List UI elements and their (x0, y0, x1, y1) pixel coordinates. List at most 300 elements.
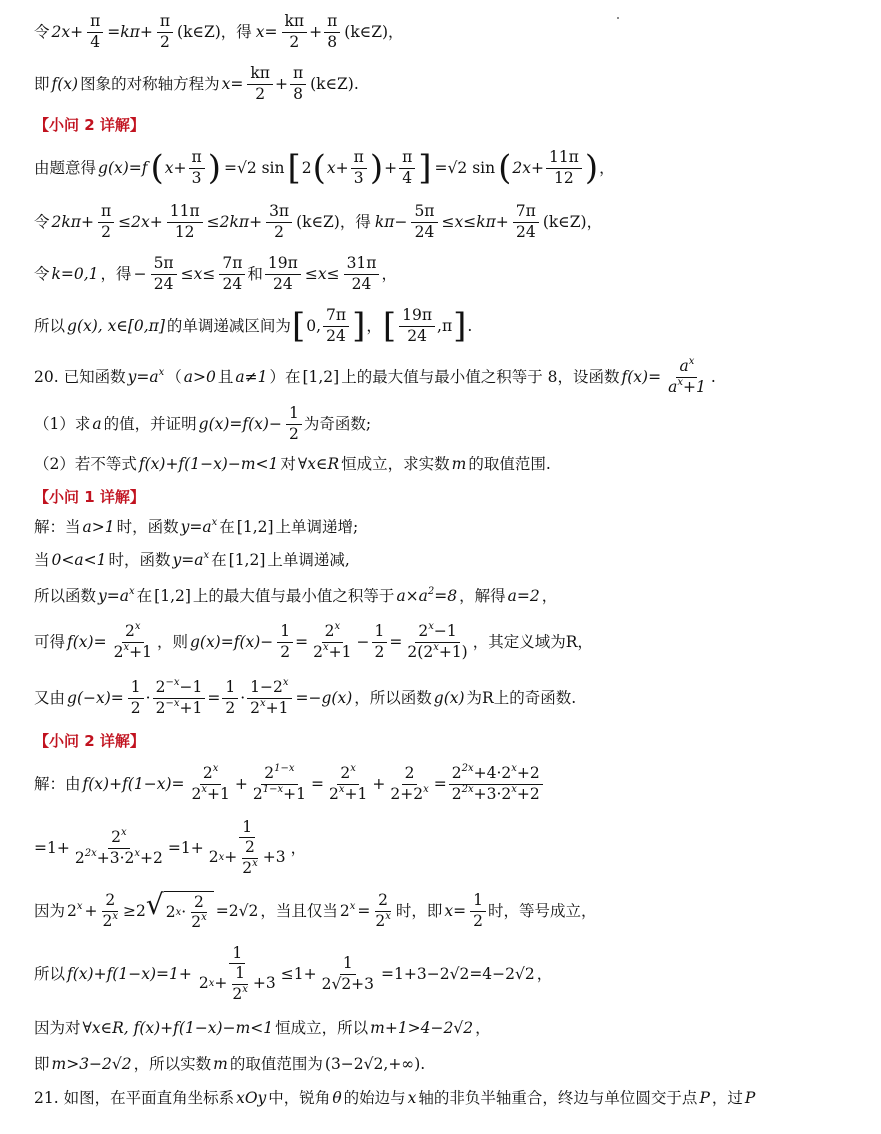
math: =2√2 (215, 901, 259, 920)
inner-fraction (188, 894, 210, 931)
numerator: 31π (344, 255, 380, 274)
text: 因为对 (34, 1018, 81, 1037)
superscript: x (334, 621, 341, 633)
fraction (266, 203, 292, 240)
math: g(x), x∈[0,π] (67, 316, 165, 335)
math-tail: −1 (433, 622, 457, 641)
line-05 (34, 248, 851, 300)
superscript: x (134, 621, 141, 633)
denominator: 24 (407, 326, 427, 345)
fraction (151, 255, 177, 292)
fraction (196, 945, 279, 1002)
square-root (145, 887, 214, 931)
math: θ (332, 1088, 342, 1107)
math: = (295, 632, 309, 651)
math: a (92, 414, 102, 433)
math: g(x)=f(x)− (189, 632, 274, 651)
superscript: x (350, 763, 356, 775)
line-14 (34, 670, 851, 726)
inner-fraction (239, 839, 261, 876)
denominator: 8 (327, 32, 338, 51)
numerator: 2 (191, 894, 207, 913)
text: 的值，并证明 (103, 414, 197, 433)
fraction (157, 13, 173, 50)
fraction (247, 65, 273, 102)
numerator: 2 (402, 765, 418, 784)
text: ， (599, 158, 615, 177)
math: x= (255, 22, 278, 41)
line-07-problem-20 (34, 352, 851, 402)
text: （1）求 (34, 414, 91, 433)
text: 所以 (34, 964, 66, 983)
math: f(x)+f(1−x)=1+ (67, 964, 192, 983)
superscript: x (428, 621, 434, 633)
math-base: 2 (339, 901, 350, 920)
denominator: 2 x + $\frac{2}{2^x}$ +3 (208, 838, 286, 877)
math-base: a (668, 377, 678, 396)
math (126, 368, 167, 387)
numerator: 7π (513, 203, 539, 222)
line-11 (34, 542, 851, 578)
line-02 (34, 58, 851, 110)
math-tail: +1 (265, 698, 289, 717)
text: ， (366, 316, 382, 335)
math: 0<a<1 (51, 550, 107, 569)
denominator: 12 (174, 222, 195, 241)
text: ， (290, 838, 307, 857)
math-base: 2 (191, 784, 202, 803)
text: 且 (217, 367, 234, 386)
math: + (372, 774, 386, 793)
math-tail: −1 (179, 678, 203, 697)
fraction (247, 679, 291, 716)
superscript: x (112, 910, 119, 922)
fraction (128, 679, 144, 716)
math: 2 (301, 158, 312, 177)
bracket-left: [ (382, 306, 397, 346)
superscript: 2x (461, 763, 474, 775)
numerator: 2 (102, 892, 118, 911)
fraction (87, 13, 103, 50)
numerator: 19π (265, 255, 301, 274)
math-tail: +2 (516, 764, 540, 783)
math-base: 2 (264, 764, 275, 783)
math (338, 902, 358, 921)
superscript: x (323, 641, 329, 653)
superscript: x (76, 900, 83, 912)
heading-sub-question-1 (34, 482, 851, 512)
text: 的取值范围. (468, 454, 551, 473)
math: = (310, 774, 324, 793)
text: （ (166, 367, 182, 386)
denominator: 3 (353, 168, 364, 187)
math: f(x)+f(1−x)−m<1 (138, 454, 279, 473)
math-base: a (679, 357, 689, 376)
bracket-left: [ (291, 306, 306, 346)
math: = (433, 774, 447, 793)
math: ≤x≤ (304, 264, 340, 283)
superscript: x (120, 827, 127, 839)
numerator (337, 765, 359, 784)
math: m+1>4−2√2 (370, 1018, 474, 1037)
superscript: 2 (427, 585, 435, 597)
numerator (449, 765, 543, 784)
numerator: 1 (286, 405, 302, 424)
denominator (111, 643, 155, 661)
superscript: x (688, 356, 695, 368)
denominator: 2 (160, 32, 170, 51)
fraction (219, 255, 245, 292)
superscript: x (349, 900, 356, 912)
math: 2kπ+ (51, 212, 94, 231)
fraction (98, 203, 114, 240)
superscript: x (123, 641, 130, 653)
math-base: 2 (191, 913, 202, 931)
denominator: 2 (130, 698, 141, 717)
math: =1+ (167, 838, 204, 857)
text: 令 (34, 22, 50, 41)
fraction (326, 765, 370, 802)
text: 恒成立，所以 (275, 1018, 369, 1037)
inner-fraction (229, 965, 251, 1002)
math: 2x+ (51, 22, 84, 41)
denominator (153, 699, 206, 717)
scan-speck (617, 17, 619, 19)
math-mid: + (224, 848, 238, 867)
text: 在 (211, 550, 227, 569)
fraction (449, 765, 543, 802)
denominator (326, 785, 370, 803)
denominator (310, 643, 354, 661)
denominator (404, 643, 470, 661)
math: ≤1+ (280, 964, 317, 983)
fraction (324, 13, 340, 50)
line-20 (34, 1046, 851, 1082)
text: 为R上的奇函数. (466, 688, 577, 707)
numerator: π (157, 13, 173, 32)
numerator (676, 358, 697, 377)
section-heading: 【小问 2 详解】 (34, 732, 145, 750)
numerator (122, 623, 144, 642)
math-mid: · (181, 903, 187, 922)
text: (k∈Z)，得 (177, 22, 252, 41)
text: ， (381, 264, 397, 283)
math-base: 2 (125, 622, 135, 641)
text: 的单调递减区间为 (166, 316, 291, 335)
denominator: 24 (515, 222, 536, 241)
text: . (467, 316, 473, 335)
math: ≤x≤kπ+ (441, 212, 509, 231)
numerator (415, 623, 459, 642)
math-base: 2 (324, 622, 335, 641)
math-base: 2 (328, 784, 339, 803)
math: = (389, 632, 403, 651)
fraction (265, 255, 301, 292)
math: [1,2] (228, 550, 266, 569)
math-tail: +3 (252, 974, 276, 993)
math-tail: +2 (140, 848, 163, 867)
text: (k∈Z). (310, 74, 359, 93)
math-base: 2 (198, 974, 209, 993)
math: ≤x≤ (180, 264, 216, 283)
fraction (188, 765, 232, 802)
fraction (282, 13, 308, 50)
math-base: 2 (67, 901, 77, 920)
math: ≥2 (123, 901, 146, 920)
math: =1+ (34, 838, 70, 857)
text: (k∈Z)，得 (296, 212, 371, 231)
numerator: 3π (266, 203, 292, 222)
math: · (240, 688, 246, 707)
math: + (384, 158, 398, 177)
math: x= (221, 74, 244, 93)
math: g(−x)= (67, 688, 124, 707)
fraction (222, 679, 238, 716)
text: 上单调递减, (267, 550, 350, 569)
math-base: 2+2 (390, 784, 424, 803)
superscript: 1−x (262, 783, 284, 795)
numerator: 5π (151, 255, 177, 274)
fraction (290, 65, 306, 102)
math: f(x)= (621, 367, 662, 386)
superscript: x (201, 783, 207, 795)
denominator (229, 985, 251, 1003)
math: a>0 (183, 367, 216, 386)
superscript: x (242, 983, 248, 995)
math-mid: +4·2 (473, 764, 512, 783)
fraction (72, 829, 166, 866)
numerator: 1 (277, 623, 293, 642)
text: 令 (34, 212, 50, 231)
denominator: 2 x + $\frac{1}{2^x}$ +3 (198, 964, 276, 1003)
line-13 (34, 614, 851, 670)
line-18 (34, 938, 851, 1010)
text: 时，函数 (108, 550, 171, 569)
math: · (145, 688, 151, 707)
superscript: x (433, 641, 439, 653)
math-tail: +1 (344, 784, 368, 803)
math: =√2 sin (223, 158, 285, 177)
text: ， (541, 586, 558, 605)
math: 0, (306, 316, 321, 335)
text: ，则 (156, 632, 188, 651)
math (65, 902, 85, 921)
fraction (411, 203, 437, 240)
math-base: 2 (155, 678, 166, 697)
fraction (372, 892, 394, 929)
text: 可得 (34, 632, 66, 651)
denominator: 2 (288, 424, 299, 443)
fraction (546, 149, 582, 186)
numerator: kπ (247, 65, 273, 84)
denominator: 2 (274, 222, 285, 241)
bracket-right: ] (453, 306, 467, 346)
text: 因为 (34, 901, 66, 920)
superscript: x (423, 783, 429, 795)
numerator: π (87, 13, 103, 32)
math: 2x+ (512, 158, 544, 177)
math: m>3−2√2 (51, 1054, 132, 1073)
denominator: 2 (255, 84, 266, 103)
text: 时，即 (395, 901, 443, 920)
superscript: x (129, 585, 135, 597)
text: ，其定义域为R， (472, 632, 593, 651)
text: ）在 (269, 367, 301, 386)
math-base: 2 (242, 858, 253, 877)
text: 即 (34, 74, 50, 93)
math: g(x)=f(x)− (198, 414, 282, 433)
math: k=0,1 (51, 264, 99, 283)
line-09 (34, 446, 851, 482)
math: =√2 sin (434, 158, 496, 177)
fraction (323, 307, 349, 344)
denominator: 24 (153, 274, 174, 293)
superscript: x (212, 763, 219, 775)
math: [1,2] (154, 586, 191, 605)
numerator: π (98, 203, 114, 222)
line-04 (34, 196, 851, 248)
numerator: 5π (411, 203, 437, 222)
numerator: 1 (372, 623, 388, 642)
denominator (72, 849, 166, 867)
numerator: 1 (340, 955, 356, 974)
denominator: 24 (351, 274, 372, 293)
text: 上单调递增; (275, 517, 359, 536)
superscript: x (260, 697, 266, 709)
denominator: 2 (289, 32, 300, 51)
heading-sub-question-2 (34, 110, 851, 140)
numerator: 1 (229, 945, 245, 964)
math: =−g(x) (295, 688, 353, 707)
denominator (100, 912, 122, 930)
math-base: 2 (202, 764, 213, 783)
text: 恒成立，求实数 (341, 454, 450, 473)
superscript: 2x (84, 847, 97, 859)
text: 所以函数 (34, 586, 97, 605)
math: ∀x∈R, f(x)+f(1−x)−m<1 (82, 1018, 274, 1037)
denominator (188, 913, 210, 931)
math: + (309, 22, 323, 41)
line-21-problem-21 (34, 1082, 851, 1114)
paren-right: ) (584, 148, 599, 188)
denominator: 2 (280, 642, 291, 661)
math-base: 2 (252, 784, 263, 803)
math-base: y=a (127, 367, 159, 386)
math: = (207, 688, 221, 707)
fraction (399, 149, 415, 186)
math-mid: +3·2 (473, 784, 512, 803)
paren-left: ( (498, 148, 512, 188)
numerator: 2 (375, 892, 391, 911)
bracket-left: [ (287, 148, 301, 188)
math: x= (444, 901, 467, 920)
fraction (372, 623, 388, 660)
math-base: 2(2 (407, 642, 434, 661)
math-tail: +1 (328, 642, 352, 661)
denominator: 4 (90, 32, 101, 51)
text: ，过 (711, 1088, 743, 1107)
numerator: kπ (282, 13, 308, 32)
line-19 (34, 1010, 851, 1046)
superscript: −x (165, 677, 180, 689)
line-01 (34, 6, 851, 58)
denominator: 12 (554, 168, 574, 187)
text: 图象的对称轴方程为 (80, 74, 220, 93)
math: [1,2] (302, 367, 340, 386)
fraction (310, 623, 354, 660)
math-base: 2 (155, 698, 166, 717)
text: 在 (136, 586, 153, 605)
text: 21. 如图，在平面直角坐标系 (34, 1088, 235, 1107)
numerator: 1 (470, 892, 486, 911)
text: . (710, 367, 716, 386)
bracket-right: ] (418, 148, 432, 188)
numerator (153, 679, 206, 698)
superscript: x (282, 677, 289, 689)
numerator: 1 (232, 965, 248, 984)
text: 解：由 (34, 774, 81, 793)
text: 上的最大值与最小值之积等于 8，设函数 (341, 367, 620, 386)
math (179, 518, 220, 537)
denominator: 2 (374, 642, 385, 661)
math: a=2 (507, 586, 540, 605)
paren-left: ( (150, 148, 164, 188)
math-base: 2 (111, 828, 121, 847)
denominator: 2 (473, 911, 483, 930)
superscript: x (158, 366, 165, 378)
math-base: y=a (98, 586, 130, 605)
denominator (372, 912, 394, 930)
radical-sign: √ (145, 887, 164, 921)
math: P (699, 1088, 710, 1107)
line-06 (34, 300, 851, 352)
math-base: 2 (232, 984, 243, 1003)
line-17 (34, 884, 851, 938)
math: =1+3−2√2=4−2√2 (381, 964, 535, 983)
superscript: −x (165, 697, 180, 709)
paren-right: ) (369, 148, 384, 188)
numerator: 11π (546, 149, 582, 168)
math-base: 2 (250, 698, 261, 717)
math-tail: +2 (516, 784, 540, 803)
math: a>1 (82, 517, 115, 536)
fraction (399, 307, 435, 344)
text: 时，等号成立， (487, 901, 597, 920)
math: ≤2x+ (118, 212, 163, 231)
numerator (247, 679, 291, 698)
superscript: x (385, 910, 391, 922)
text: 当 (34, 550, 50, 569)
math-base: 2 (313, 642, 324, 661)
math-base: 2 (418, 622, 429, 641)
math-tail: +1 (179, 698, 203, 717)
text: 20. 已知函数 (34, 367, 126, 386)
denominator: 24 (222, 274, 243, 293)
line-12 (34, 578, 851, 614)
math-base: 1−2 (250, 678, 283, 697)
numerator: 7π (219, 255, 245, 274)
radicand: 2 x · $\frac{2}{2^x}$ (164, 891, 214, 931)
math-base: 2 (74, 848, 85, 867)
denominator (250, 785, 309, 803)
math-base: 2 (208, 848, 219, 867)
numerator (200, 765, 222, 784)
fraction (153, 679, 206, 716)
math-mid: + (214, 974, 228, 993)
text: (k∈Z)， (542, 212, 603, 231)
line-15 (34, 756, 851, 812)
superscript: x (211, 516, 218, 528)
